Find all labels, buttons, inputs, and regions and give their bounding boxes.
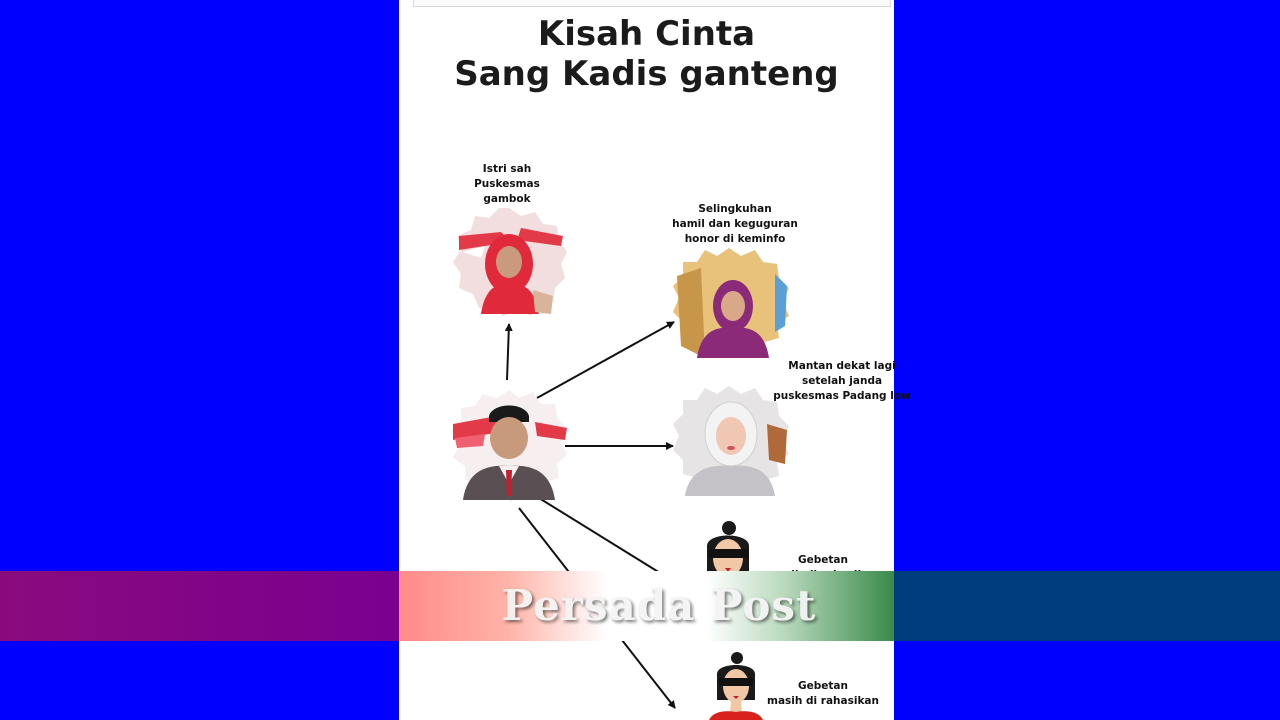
- affair-label-line-2: hamil dan keguguran: [672, 218, 798, 230]
- ex-label: [767, 359, 917, 404]
- ex-label-line-2: setelah janda: [801, 375, 883, 387]
- affair-label-line-1: Selingkuhan: [698, 203, 772, 215]
- ex-photo: [671, 384, 789, 498]
- arrow-to-wife: [507, 324, 509, 380]
- crush2-figure: [705, 650, 765, 720]
- crush1-label-line-1: Gebetan: [798, 554, 848, 566]
- crush2-label-line-2: masih di rahasikan: [767, 695, 879, 707]
- crush2-label: [765, 679, 881, 709]
- kadis-photo: [449, 388, 569, 506]
- banner-left-segment: [0, 571, 399, 641]
- watermark-banner: [0, 571, 1280, 641]
- affair-label-line-3: honor di keminfo: [684, 233, 786, 245]
- affair-photo: [671, 246, 789, 360]
- affair-label: [667, 202, 803, 247]
- wife-label: [457, 162, 557, 207]
- crush2-label-line-1: Gebetan: [798, 680, 848, 692]
- title-line-2: Sang Kadis ganteng: [454, 54, 839, 94]
- wife-label-line-1: Istri sah: [482, 163, 532, 175]
- ex-label-line-3: puskesmas Padang low: [773, 390, 911, 402]
- arrow-to-affair: [537, 322, 674, 398]
- wife-label-line-3: gambok: [483, 193, 531, 205]
- title-line-1: Kisah Cinta: [537, 14, 756, 54]
- wife-photo: [451, 206, 567, 318]
- banner-right-segment: [894, 571, 1280, 641]
- arrow-to-crush1: [539, 498, 673, 581]
- wife-label-line-2: Puskesmas: [474, 178, 540, 190]
- ex-label-line-1: Mantan dekat lagi: [788, 360, 896, 372]
- watermark-text: Persada Post: [501, 581, 817, 630]
